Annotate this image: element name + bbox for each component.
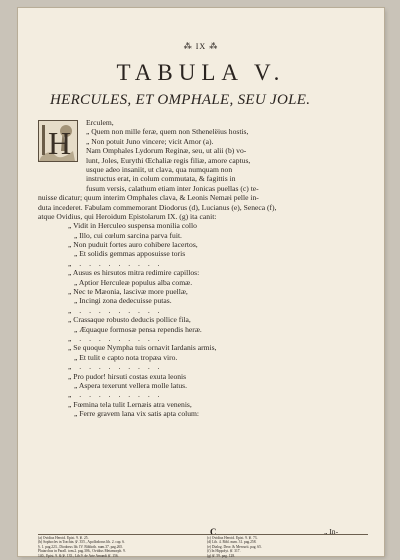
signature-mark: C <box>210 527 217 537</box>
footnote-rule <box>38 534 368 535</box>
text-line: nuisse dicatur; quum interim Omphales clava, & Leonis Nemæi pelle in- <box>38 193 259 203</box>
text-line: „ Se quoque Nympha tuis ornavit Iardanis armis, <box>68 343 217 353</box>
text-line: „ . . . . . . . . . <box>68 390 163 400</box>
text-line: „ . . . . . . . . . <box>68 258 163 268</box>
text-line: usque adeo insaniit, ut clava, qua numquam non <box>86 164 233 174</box>
footnotes <box>38 536 368 558</box>
body-text <box>38 118 368 419</box>
text-line: „ Ferre gravem lana vix satis apta colum: <box>74 409 200 419</box>
decorated-initial <box>38 120 78 162</box>
footnote: (b) Sophocles in Trachin. ℣. 355., Apollodorus lib. 2. cap. 6. <box>38 540 125 545</box>
text-line: duta incederet. Fabulam commemorant Diodorus (d), Lucianus (e), Seneca (f), <box>38 202 277 212</box>
text-line: „ . . . . . . . . . <box>68 333 163 343</box>
text-line: atque Ovidius, qui Heroidum Epistolarum IX. (g) ita canit: <box>38 211 217 221</box>
footnote: (a) Ovidius Heroid. Epist. 9. ℣. 25. <box>38 536 89 540</box>
text-line: fusum versis, calathum etiam inter Jonicas puellas (c) te- <box>86 183 259 193</box>
text-line: „ Quem non mille feræ, quem non Sthenelëius hostis, <box>86 127 249 137</box>
text-line: „ Aptior Herculeæ populus alba comæ. <box>74 277 193 287</box>
text-line: instructus erat, in colum commutata, & fagittis in <box>86 174 236 184</box>
book-page <box>18 8 384 556</box>
initial-engraving-icon <box>39 121 77 161</box>
text-line: „ Fœmina tela tulit Lernæis atra venenis, <box>68 399 192 409</box>
footnote: (e) Dialog. Deor. & Mercurii. pag. 65. <box>207 544 262 549</box>
page-number: ⁂ IX ⁂ <box>183 42 219 51</box>
initial-letter: H <box>48 125 72 161</box>
footnote: (f) In Hippolyt. ℣. 317. <box>207 549 241 554</box>
page-title: TABULA V. <box>116 60 286 85</box>
text-line: „ Illo, cui cœlum sarcina parva fuit. <box>74 230 182 240</box>
footnote: (d) Lib. 4. Bibl. num. 31. pag.258. <box>207 540 257 545</box>
footnote: 140., Epist. 9. & ℣. 135., Lib.9. de Arte Amandi ℣. 156. <box>38 553 119 558</box>
text-line: „ Nec te Mæonia, lascivæ more puellæ, <box>68 287 188 297</box>
text-line: „ Vidit in Herculeo suspensa monilia collo <box>68 221 197 231</box>
text-line: „ Ausus es hirsutos mitra redimire capillos: <box>68 268 200 278</box>
text-line: „ Non puduit fortes auro cohibere lacertos, <box>68 240 198 250</box>
footnotes-left <box>38 536 199 558</box>
footnote: (g) ℣. 59. pag. 128. <box>207 553 236 558</box>
text-line: lunt, Joles, Eurythi Œchaliæ regis filiæ, amore captus, <box>86 155 251 165</box>
catchword: „ In- <box>324 527 339 536</box>
text-line: Nam Omphales Lydorum Reginæ, seu, ut alii (b) vo- <box>86 146 247 156</box>
page-subtitle: HERCULES, ET OMPHALE, SEU JOLE. <box>50 92 311 108</box>
text-line: „ Aspera texerunt vellera molle latus. <box>74 380 188 390</box>
text-line: „ Incingi zona dedecuisse putas. <box>74 296 172 306</box>
footnote: Plutarchus in Parall. tom.2. pag.306., Ovidius Metamorph. 9. <box>38 549 126 554</box>
text-line: „ Et tulit e capto nota tropæa viro. <box>74 352 178 362</box>
text-line: „ . . . . . . . . . <box>68 362 163 372</box>
text-line: Erculem, <box>86 118 114 127</box>
text-line: „ Pro pudor! hirsuti costas exuta leonis <box>68 371 187 381</box>
footnote: (c) Ovidius Heroid. Epist. 9. ℣. 73. <box>207 536 258 540</box>
text-line: „ Crassaque robusto deducis pollice fila, <box>68 315 191 325</box>
text-line: „ . . . . . . . . . <box>68 305 163 315</box>
text-line: „ Et solidis gemmas apposuisse toris <box>74 249 186 259</box>
footnotes-right <box>207 536 368 558</box>
footnote: §. 1. pag.223., Diodorus lib. IV. Biblioth. num.37. pag.265. <box>38 544 123 549</box>
text-line: „ Æquaque formosæ pensa rependis heræ. <box>74 324 202 334</box>
text-line: „ Non potuit Juno vincere; vicit Amor (a). <box>86 136 214 146</box>
